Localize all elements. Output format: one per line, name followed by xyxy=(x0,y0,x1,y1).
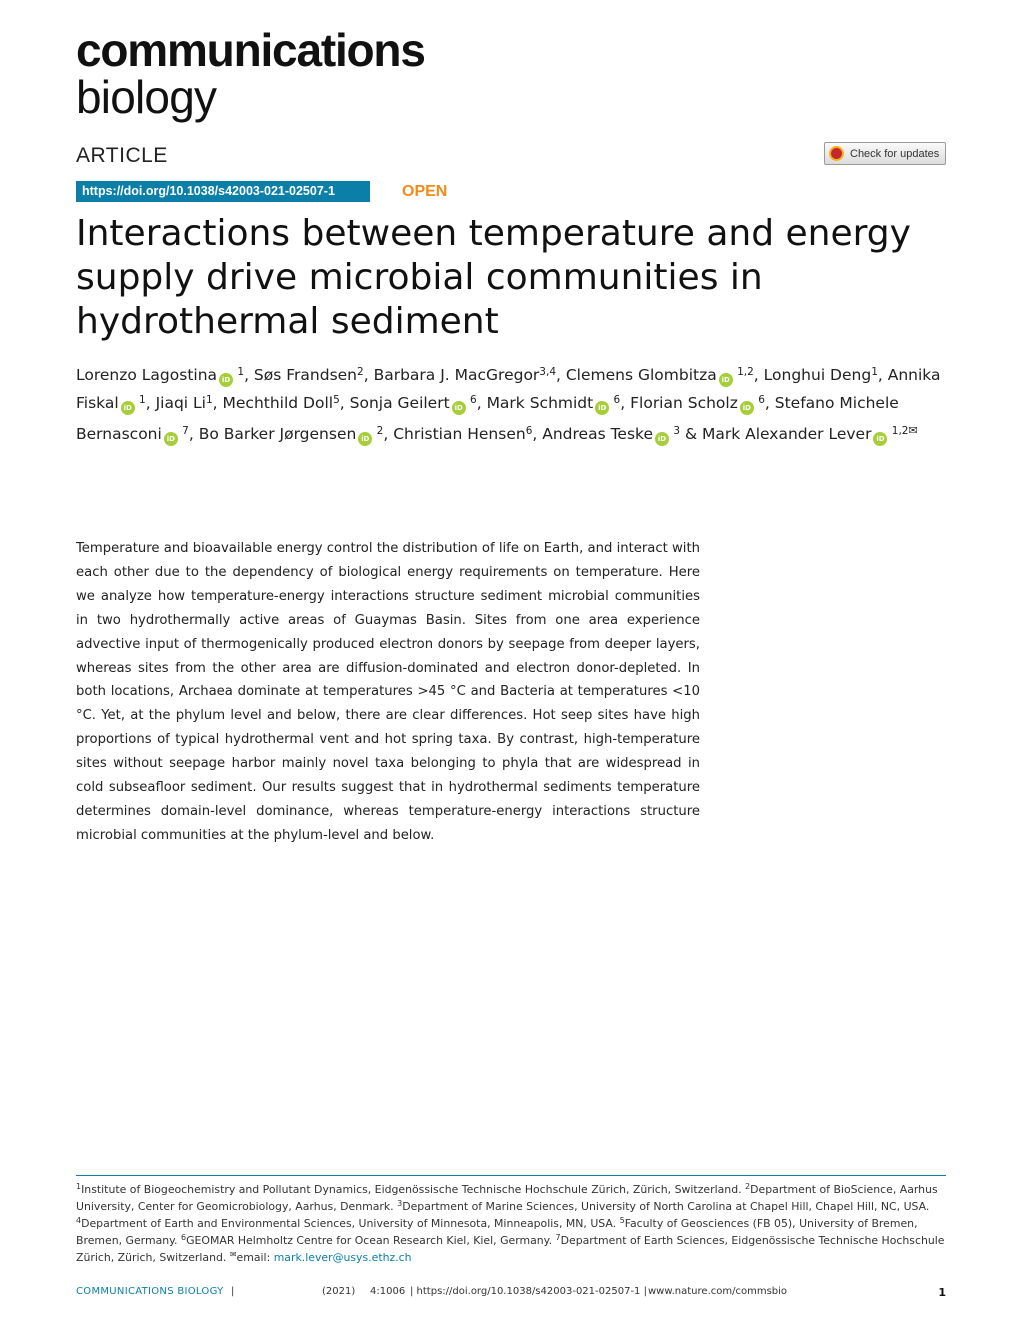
author-name[interactable]: Jiaqi Li xyxy=(155,393,206,412)
author-affiliation-number: 6 xyxy=(466,393,477,406)
affiliation-footnotes xyxy=(76,1181,946,1266)
author-separator: , xyxy=(363,366,374,384)
affiliation-text: Department of Earth and Environmental Sciences, University of Minnesota, Minneapolis, MN, USA. xyxy=(81,1217,617,1230)
orcid-icon[interactable]: iD xyxy=(719,373,733,387)
author-separator: , xyxy=(339,393,350,412)
author-affiliation-number: 6 xyxy=(525,425,533,437)
footer-volume: 4:1006 xyxy=(370,1286,406,1297)
article-title: Interactions between temperature and energy supply drive microbial communities in hydrothermal sediment xyxy=(76,213,911,342)
check-for-updates-button[interactable] xyxy=(824,142,946,165)
author-name[interactable]: Andreas Teske xyxy=(542,425,653,443)
crossmark-icon xyxy=(829,146,844,161)
orcid-icon[interactable]: iD xyxy=(740,401,754,415)
affiliation-number: 6 xyxy=(180,1233,187,1242)
author-affiliation-number: 6 xyxy=(610,393,621,406)
author-name[interactable]: Annika Fiskal xyxy=(76,366,941,412)
author-separator: , xyxy=(532,425,543,443)
author-separator: , xyxy=(620,393,631,412)
author-separator: , xyxy=(556,366,566,384)
page-number: 1 xyxy=(938,1286,946,1299)
affiliation-text: Faculty of Geosciences (FB 05), University of Bremen, Bremen, Germany. xyxy=(76,1217,918,1247)
affiliation-text: Department of Marine Sciences, University of North Carolina at Chapel Hill, Chapel Hill, NC, USA. xyxy=(402,1200,930,1213)
author-name[interactable]: Clemens Glombitza xyxy=(565,366,717,384)
author-affiliation-number: 2 xyxy=(373,425,384,437)
email-label: email: xyxy=(236,1251,274,1264)
orcid-icon[interactable]: iD xyxy=(873,432,887,446)
author-affiliation-number: 3 xyxy=(669,425,681,437)
author-name[interactable]: Longhui Deng xyxy=(763,366,872,384)
author-separator: , xyxy=(753,366,764,384)
author-affiliation-number: 1,2 xyxy=(733,366,754,378)
author-affiliation-number: 1 xyxy=(205,393,213,406)
affiliation-number: 2 xyxy=(745,1182,751,1191)
author-affiliation-number: 5 xyxy=(333,393,340,406)
author-name[interactable]: Sonja Geilert xyxy=(349,393,450,412)
affiliation-number: 1 xyxy=(76,1182,82,1191)
affiliation-number: 4 xyxy=(76,1216,82,1225)
author-name[interactable]: Florian Scholz xyxy=(630,393,738,412)
journal-title-bottom: biology xyxy=(76,71,217,123)
orcid-icon[interactable]: iD xyxy=(121,401,135,415)
email-link[interactable]: mark.lever@usys.ethz.ch xyxy=(273,1251,412,1264)
author-name[interactable]: Mark Schmidt xyxy=(486,393,594,412)
author-affiliation-number: 1,2 xyxy=(888,425,909,437)
open-access-badge: OPEN xyxy=(402,183,448,200)
footnote-divider xyxy=(76,1175,946,1176)
mail-icon: ✉ xyxy=(229,1250,237,1259)
affiliation-number: 3 xyxy=(397,1199,403,1208)
author-name[interactable]: Stefano Michele Bernasconi xyxy=(76,393,899,443)
affiliation-number: 7 xyxy=(555,1233,561,1242)
author-name[interactable]: Christian Hensen xyxy=(393,425,526,443)
author-name[interactable]: Mark Alexander Lever xyxy=(701,425,872,443)
article-type-label: ARTICLE xyxy=(76,144,168,167)
footer-journal-url[interactable]: www.nature.com/commsbio xyxy=(648,1286,788,1297)
page-footer xyxy=(76,1286,946,1300)
orcid-icon[interactable]: iD xyxy=(164,432,178,446)
mail-icon[interactable]: ✉ xyxy=(908,424,918,437)
affiliation-text: GEOMAR Helmholtz Centre for Ocean Research Kiel, Kiel, Germany. xyxy=(186,1234,553,1247)
author-separator: , xyxy=(188,425,199,443)
author-name[interactable]: Lorenzo Lagostina xyxy=(76,366,218,384)
orcid-icon[interactable]: iD xyxy=(358,432,372,446)
author-name[interactable]: Søs Frandsen xyxy=(253,366,358,384)
author-affiliation-number: 6 xyxy=(754,393,765,406)
author-affiliation-number: 1 xyxy=(135,393,146,406)
author-name[interactable]: Mechthild Doll xyxy=(222,393,334,412)
footer-separator: | xyxy=(231,1286,235,1297)
author-separator: , xyxy=(764,393,775,412)
orcid-icon[interactable]: iD xyxy=(655,432,669,446)
author-separator: , xyxy=(877,366,888,384)
author-separator: , xyxy=(145,393,156,412)
orcid-icon[interactable]: iD xyxy=(595,401,609,415)
author-affiliation-number: 7 xyxy=(178,425,189,437)
author-affiliation-number: 2 xyxy=(357,366,364,378)
abstract: Temperature and bioavailable energy control the distribution of life on Earth, and interact with each other due to the dependency of biological energy requirements on temperature. Here we analyze how temperature-energy interactions structure sediment microbial communities in two hydrothermally active areas of Guaymas Basin. Sites from one area experience advective input of thermogenically produced electron donors by seepage from deeper layers, whereas sites from the other area are diffusion-dominated and electron donor-depleted. In both locations, Archaea dominate at temperatures >45 °C and Bacteria at temperatures <10 °C. Yet, at the phylum level and below, there are clear differences. Hot seep sites have high proportions of typical hydrothermal vent and hot spring taxa. By contrast, high-temperature sites without seepage harbor mainly novel taxa belonging to phyla that are widespread in cold subseafloor sediment. Our results suggest that in hydrothermal sediments temperature determines domain-level dominance, whereas temperature-energy interactions structure microbial communities at the phylum-level and below. xyxy=(76,541,700,843)
author-name[interactable]: Bo Barker Jørgensen xyxy=(198,425,357,443)
author-name[interactable]: Barbara J. MacGregor xyxy=(373,366,540,384)
author-separator: , xyxy=(383,425,394,443)
author-affiliation-number: 1 xyxy=(234,366,245,378)
author-affiliation-number: 3,4 xyxy=(539,366,556,378)
affiliation-text: Institute of Biogeochemistry and Pollutant Dynamics, Eidgenössische Technische Hochschule Zürich, Zürich, Switzerland. xyxy=(81,1183,742,1196)
author-separator: , xyxy=(476,393,487,412)
author-affiliation-number: 1 xyxy=(871,366,878,378)
footer-doi[interactable]: | https://doi.org/10.1038/s42003-021-02507-1 | xyxy=(410,1286,647,1297)
journal-title-top: communications xyxy=(76,24,425,76)
orcid-icon[interactable]: iD xyxy=(219,373,233,387)
author-list xyxy=(76,362,956,449)
affiliation-number: 5 xyxy=(619,1216,625,1225)
affiliation-text: Department of BioScience, Aarhus University, Center for Geomicrobiology, Aarhus, Denmark. xyxy=(76,1183,938,1213)
author-separator: , xyxy=(212,393,223,412)
footer-year: (2021) xyxy=(322,1286,356,1297)
author-separator: & xyxy=(680,425,702,443)
doi-link[interactable]: https://doi.org/10.1038/s42003-021-02507-1 xyxy=(76,181,370,202)
footer-journal-name: COMMUNICATIONS BIOLOGY xyxy=(76,1286,224,1297)
orcid-icon[interactable]: iD xyxy=(452,401,466,415)
author-separator: , xyxy=(244,366,254,384)
check-for-updates-label: Check for updates xyxy=(850,147,940,160)
affiliation-text: Department of Earth Sciences, Eidgenössische Technische Hochschule Zürich, Zürich, Switzerland. xyxy=(76,1234,945,1264)
